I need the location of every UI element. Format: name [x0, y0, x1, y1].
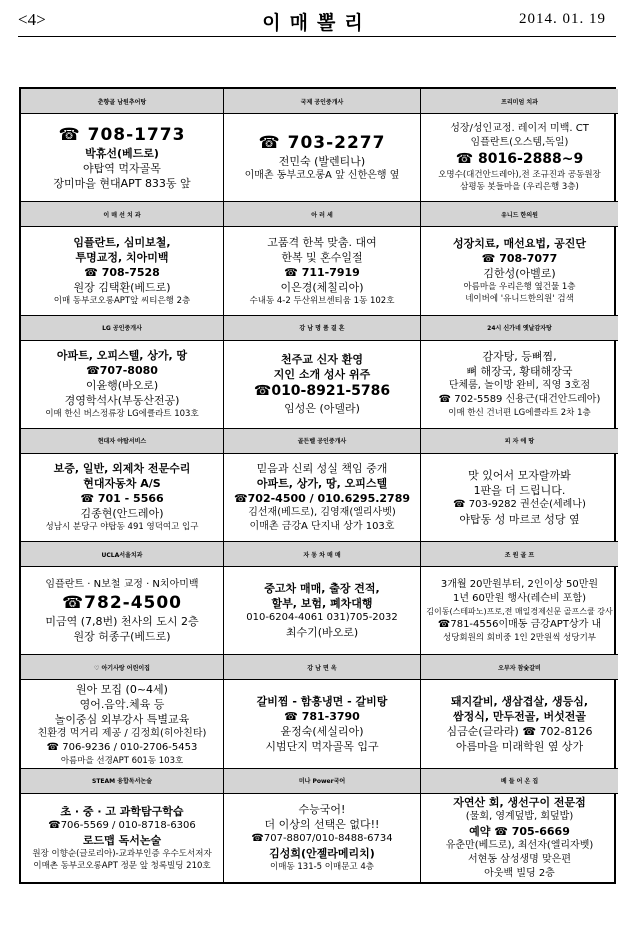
ad-box — [224, 202, 421, 315]
ad-title: STEAM 융합독서논술 — [21, 769, 223, 794]
ad-line: 믿음과 신뢰 성실 책임 중개 — [256, 461, 388, 475]
ad-line: 단체룸, 놀이방 완비, 직영 3호점 — [448, 380, 591, 392]
ad-line: 윤정숙(세실리아) — [280, 725, 364, 739]
ad-line: ☎702-4500 / 010.6295.2789 — [233, 491, 411, 505]
ad-line: 아름마을 우리은행 옆건물 1층 — [463, 282, 576, 293]
ad-title: 유니드 한의원 — [421, 202, 618, 227]
ad-line: 갈비찜 - 함흥냉면 - 갈비탕 — [256, 695, 388, 709]
page-number: <4> — [18, 10, 46, 29]
ad-title: 24시 신가네 옛날감자탕 — [421, 316, 618, 341]
ad-body — [421, 114, 618, 201]
newsletter-title: 이매뽈리 — [262, 12, 372, 34]
ad-line: 쌈정식, 만두전골, 버섯전골 — [453, 710, 586, 724]
ad-line: 할부, 보험, 폐차대행 — [271, 597, 373, 611]
ad-body — [21, 341, 223, 428]
ad-line: ☎ 708-7077 — [481, 252, 558, 266]
ad-body — [21, 794, 223, 882]
ad-box — [421, 316, 618, 429]
ad-line: (물회, 영계덮밥, 회덮밥) — [465, 810, 574, 822]
ad-line: ☎ 703-9282 권선순(세례나) — [453, 498, 586, 510]
ad-line: 맛 있어서 모자랄까봐 — [468, 468, 571, 482]
ad-line: 아웃백 빌딩 2층 — [484, 867, 555, 879]
ad-line: 심금순(글라라) ☎ 702-8126 — [446, 725, 593, 739]
ad-line: ☎ 703-2277 — [258, 133, 386, 154]
ad-line: 원아 모집 (0~4세) — [76, 682, 168, 696]
ad-box — [421, 655, 618, 768]
ad-line: 1년 60만원 행사(레슨비 포함) — [452, 592, 587, 604]
ad-body — [224, 227, 420, 314]
ad-line: 김종현(안드레아) — [80, 507, 164, 521]
ad-grid — [19, 87, 616, 884]
ad-line: ☎ 708-1773 — [58, 125, 186, 146]
ad-box — [21, 769, 224, 882]
ad-line: 수능국어! — [298, 803, 346, 817]
ad-box — [224, 89, 421, 202]
ad-box — [21, 202, 224, 315]
ad-line: 임성은 (아델라) — [284, 402, 360, 416]
ad-line: 이은경(체칠리아) — [280, 280, 364, 294]
ad-box — [21, 655, 224, 768]
ad-line: 중고차 매매, 출장 견적, — [264, 582, 380, 596]
ad-line: 네이버에 '유니드한의원' 검색 — [465, 294, 574, 305]
ad-line: 아파트, 상가, 땅, 오피스텔 — [256, 476, 388, 490]
ad-line: 놀이중심 외부강사 특별교육 — [54, 712, 190, 726]
ad-line: 3개월 20만원부터, 2인이상 50만원 — [440, 578, 599, 590]
ad-line: 서현동 삼성생명 맞은편 — [468, 853, 571, 865]
ad-title: 오부자 참숯갈비 — [421, 655, 618, 680]
ad-box — [21, 542, 224, 655]
ad-box — [224, 769, 421, 882]
ad-box — [21, 89, 224, 202]
ad-line: 최수기(바오로) — [285, 626, 359, 640]
ad-box — [224, 655, 421, 768]
ad-box — [224, 316, 421, 429]
page-header — [18, 10, 616, 34]
ad-line: 이매 동부코오롱APT앞 씨티은행 2층 — [53, 295, 191, 306]
ad-title: LG 공인중개사 — [21, 316, 223, 341]
ad-line: 김한성(아벨로) — [483, 267, 556, 281]
ad-line: 더 이상의 선택은 없다!! — [264, 818, 380, 832]
ad-body — [224, 680, 420, 767]
ad-line: 임플란트, 심미보철, — [73, 235, 171, 249]
ad-line: 원장 이향순(글로리아)-교과부인증 우수도서저자 — [32, 848, 212, 859]
ad-line: ☎ 708-7528 — [84, 265, 160, 279]
ad-line: ☎ 781-3790 — [284, 710, 360, 724]
ad-line: 삼평동 봇들마을 (우리은행 3층) — [460, 182, 579, 193]
ad-line: 김성희(안젤라메리치) — [269, 847, 375, 861]
ad-line: 천주교 신자 환영 — [280, 353, 364, 367]
ad-line: 시범단지 먹자골목 입구 — [265, 740, 379, 754]
ad-line: 예약 ☎ 705-6669 — [469, 824, 570, 838]
ad-title: 춘향골 남원추어탕 — [21, 89, 223, 114]
ad-line: 야탑동 성 마르코 성당 옆 — [459, 512, 580, 526]
ad-line: 영어.음악.체육 등 — [79, 697, 165, 711]
ad-title: 베 들 어 온 집 — [421, 769, 618, 794]
ad-line: 고품격 한복 맞춤. 대여 — [267, 235, 377, 249]
ad-body — [224, 341, 420, 428]
ad-line: ☎ 8016-2888~9 — [455, 151, 584, 168]
ad-box — [421, 429, 618, 542]
ad-box — [421, 542, 618, 655]
ad-line: 성장/성인교정. 레이저 미백. CT — [450, 123, 589, 135]
ad-line: 오명수(대건안드레아),전 조규진과 공동원장 — [438, 170, 601, 181]
ad-line: 임플란트 · N보철 교정 · N치아미백 — [45, 578, 199, 590]
ad-line: 장미마을 현대APT 833동 앞 — [53, 177, 191, 191]
ad-line: 010-6204-4061 031)705-2032 — [246, 612, 398, 624]
ad-box — [21, 429, 224, 542]
ad-body — [224, 114, 420, 201]
ad-body — [224, 794, 420, 882]
ad-line: 한복 및 혼수일절 — [281, 250, 363, 264]
ad-title: 피 자 에 땅 — [421, 429, 618, 454]
ad-line: 현대자동차 A/S — [83, 477, 161, 491]
ad-title: 아 러 세 — [224, 202, 420, 227]
ad-line: ☎010-8921-5786 — [253, 383, 391, 400]
ad-line: ☎782-4500 — [61, 592, 183, 613]
ad-line: ☎706-5569 / 010-8718-6306 — [48, 819, 196, 831]
ad-title: 미나 Power국어 — [224, 769, 420, 794]
ad-title: 강 남 면 옥 — [224, 655, 420, 680]
ad-body — [421, 454, 618, 541]
ad-line: 김이동(스테파노)프로,전 매일경제신문 골프스쿨 강사 — [426, 606, 613, 616]
ad-body — [21, 567, 223, 654]
ad-body — [21, 114, 223, 201]
ad-line: 전민숙 (발렌티나) — [278, 155, 366, 169]
ad-line: 감자탕, 등뼈찜, — [482, 350, 557, 364]
ad-line: 이매동 131-5 이매문고 4층 — [270, 862, 374, 873]
ad-body — [421, 227, 618, 314]
ad-line: 지인 소개 성사 위주 — [273, 368, 371, 382]
ad-body — [421, 794, 618, 882]
ad-line: 성장치료, 매선요법, 공진단 — [453, 237, 586, 251]
ad-box — [224, 542, 421, 655]
ad-line: 유춘만(베드로), 최선자(엘리자벳) — [445, 839, 594, 851]
ad-line: 아름마을 선경APT 601동 103호 — [60, 755, 184, 766]
ad-box — [224, 429, 421, 542]
ad-body — [21, 680, 223, 767]
ad-line: 이매 한신 건너편 LG에클라트 2차 1층 — [448, 408, 591, 419]
ad-line: ☎781-4556이매동 금강APT상가 내 — [437, 618, 602, 630]
ad-line: ☎ 702-5589 신용근(대건안드레아) — [438, 394, 601, 406]
ad-line: 이매 한신 버스정류장 LG에클라트 103호 — [45, 409, 199, 420]
ad-body — [224, 454, 420, 541]
ad-title: UCLA서울치과 — [21, 542, 223, 567]
ad-box — [421, 202, 618, 315]
ad-line: 이매촌 동부코오롱A 앞 신한은행 옆 — [244, 170, 400, 182]
ad-body — [224, 567, 420, 654]
ad-line: 박휴선(베드로) — [85, 147, 159, 161]
ad-line: 임플란트(오스템,독일) — [470, 137, 569, 149]
ad-line: 1판을 더 드립니다. — [473, 483, 566, 497]
ad-line: 이매촌 동부코오롱APT 정문 앞 청록빌딩 210호 — [33, 860, 211, 871]
ad-box — [421, 89, 618, 202]
ad-title: ♡ 아기사랑 어린이집 — [21, 655, 223, 680]
ad-line: 보증, 일반, 외제차 전문수리 — [53, 462, 191, 476]
ad-line: ☎ 701 - 5566 — [80, 492, 164, 506]
ad-title: 이 매 선 치 과 — [21, 202, 223, 227]
ad-line: 자연산 회, 생선구이 전문점 — [453, 795, 586, 809]
ad-body — [421, 680, 618, 767]
ad-line: 아름마을 미래학원 옆 상가 — [455, 740, 584, 754]
ad-box — [421, 769, 618, 882]
ad-line: 친환경 먹거리 제공 / 김정희(히아친타) — [37, 727, 207, 739]
issue-date: 2014. 01. 19 — [519, 11, 606, 27]
ad-line: 뼈 해장국, 황태해장국 — [466, 365, 573, 379]
ad-line: 이윤행(바오로) — [85, 379, 159, 393]
ad-box — [21, 316, 224, 429]
ad-line: ☎ 706-9236 / 010-2706-5453 — [46, 741, 198, 753]
ad-title: 강 남 명 품 결 혼 — [224, 316, 420, 341]
ad-line: 초 · 중 · 고 과학탐구학습 — [60, 804, 184, 818]
ad-line: ☎ 711-7919 — [284, 265, 360, 279]
ad-line: 수내동 4-2 두산위브센티움 1동 102호 — [249, 295, 395, 306]
ad-line: ☎707-8080 — [86, 364, 158, 378]
ad-title: 프리미엄 치과 — [421, 89, 618, 114]
ad-line: 로드맵 독서논술 — [82, 833, 162, 847]
ad-line: 성당회원의 회비중 1인 2만원씩 성당기부 — [442, 632, 596, 643]
ad-line: 야탑역 먹자골목 — [83, 162, 161, 176]
ad-line: 투명교정, 치아미백 — [75, 250, 169, 264]
ad-body — [421, 567, 618, 654]
ad-line: 이매촌 금강A 단지내 상가 103호 — [249, 520, 395, 532]
ad-line: 원장 김택환(베드로) — [73, 280, 171, 294]
ad-title: 골든벨 공인중개사 — [224, 429, 420, 454]
ad-body — [21, 227, 223, 314]
ad-title: 조 원 골 프 — [421, 542, 618, 567]
ad-title: 자 동 차 매 매 — [224, 542, 420, 567]
ad-line: 원장 허종구(베드로) — [73, 629, 171, 643]
ad-line: 미금역 (7,8번) 천사의 도시 2층 — [45, 614, 199, 628]
ad-title: 현대자 야탑서비스 — [21, 429, 223, 454]
ad-line: 성남시 분당구 야탑동 491 영덕여고 입구 — [45, 522, 199, 533]
ad-line: 돼지갈비, 생삼겹살, 생등심, — [450, 695, 589, 709]
ad-line: 경영학석사(부동산전공) — [64, 394, 180, 408]
header-rule — [18, 36, 616, 37]
ad-body — [21, 454, 223, 541]
ad-line: ☎707-8807/010-8488-6734 — [251, 833, 393, 845]
ad-body — [421, 341, 618, 428]
ad-line: 아파트, 오피스텔, 상가, 땅 — [56, 349, 188, 363]
ad-line: 김선재(베드로), 김영재(엘리사벳) — [248, 506, 396, 518]
ad-title: 국제 공인중개사 — [224, 89, 420, 114]
